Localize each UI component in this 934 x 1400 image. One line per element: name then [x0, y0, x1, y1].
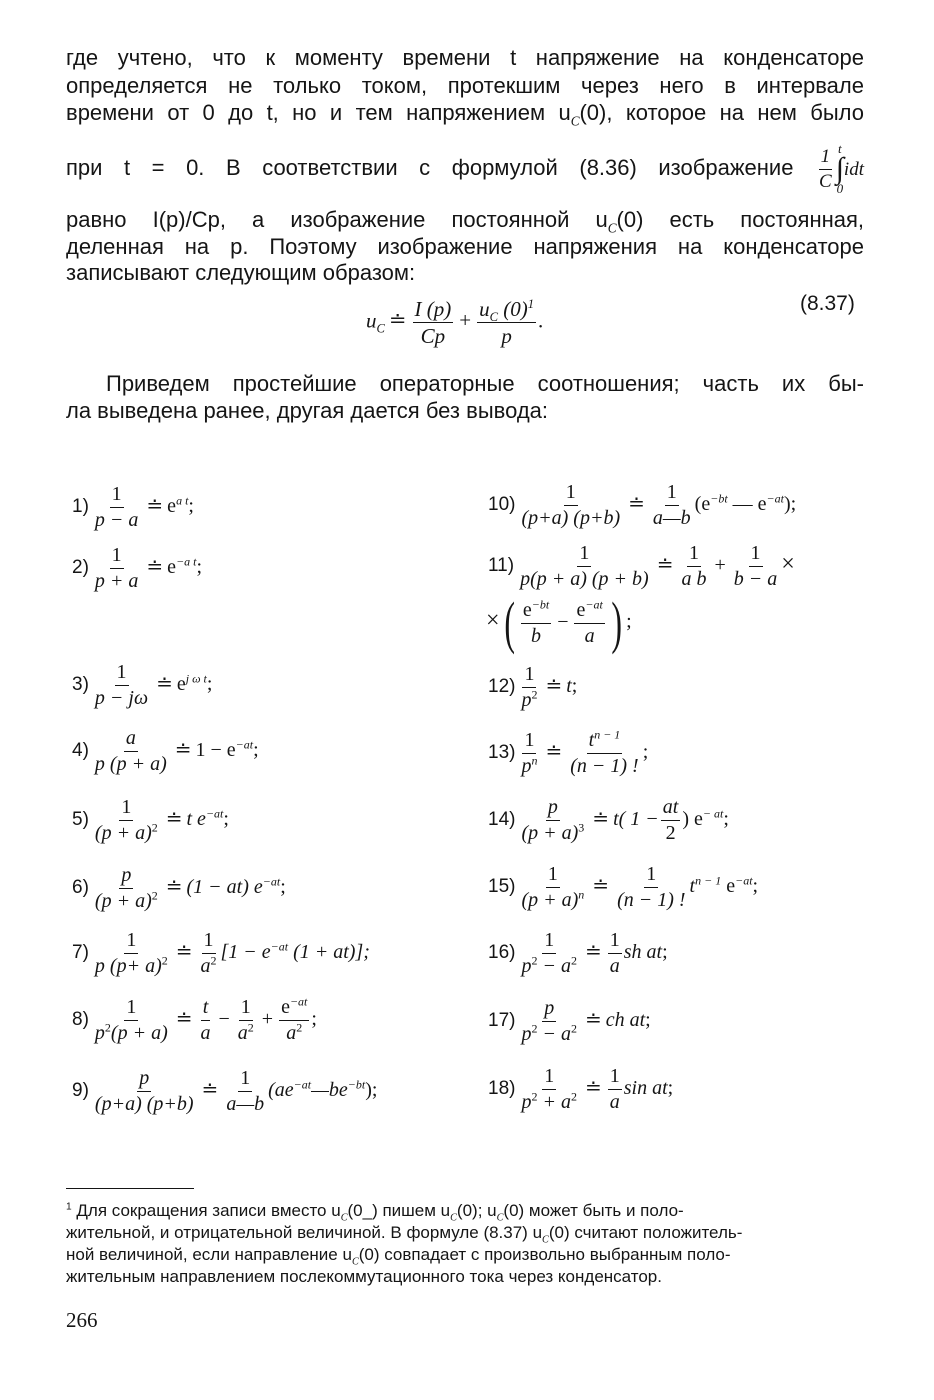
text-line — [66, 99, 864, 129]
text-line: где учтено, что к моменту времени t напряжение на конденсаторе — [66, 45, 864, 70]
text-line: Приведем простейшие операторные соотношения; часть их бы- — [106, 371, 864, 396]
page-number: 266 — [66, 1308, 98, 1332]
formula-16: 16) $\frac{1}{p^2 - a^2}$ ≐ $\frac{1}{a}$ sh at; — [488, 929, 668, 977]
footnote-line: жительным направлением послекоммутационного тока через конденсатор. — [66, 1267, 662, 1286]
footnote-line: жительной, и отрицательной величиной. В формуле (8.37) $u_C(0)$ считают положитель- — [66, 1223, 743, 1246]
subscript: C — [607, 220, 617, 236]
formula-8: 8) $\frac{1}{p^2(p + a)}$ ≐ $\frac{t}{a}$ − $\frac{1}{a^2}$ + $\frac{e^{-at}}{a^2}$ ; — [72, 994, 317, 1044]
formula-1: 1) $\frac{1}{p - a}$ ≐ $e^{a t}$; — [72, 483, 194, 531]
formula-5: 5) $\frac{1}{(p + a)^2}$ ≐ t $e^{-at}$; — [72, 796, 229, 844]
text-line: деленная на p. Поэтому изображение напряжения на конденсаторе — [66, 234, 864, 259]
text-fragment: (0), которое на нем было — [579, 100, 864, 125]
footnote-rule — [66, 1188, 194, 1189]
footnote-line: $^1$ Для сокращения записи вместо $u_C(0\_)$ пишем $u_C(0)$; $u_C(0)$ может быть и поло- — [66, 1201, 684, 1224]
formula-14: 14) $\frac{p}{(p + a)^3}$ ≐ t( 1 − $\frac{at}{2}$ ) $e^{- at}$; — [488, 796, 729, 844]
formula-3: 3) $\frac{1}{p - j\omega}$ ≐ $e^{j \omega t}$; — [72, 661, 213, 709]
text-fragment: (0) есть постоянная, — [616, 207, 864, 232]
subscript: C — [570, 113, 580, 129]
formula-15: 15) $\frac{1}{(p + a)^n}$ ≐ $\frac{1}{(n - 1) !}$ $t^{n - 1}$ $e^{-at}$; — [488, 863, 759, 911]
integrand: idt — [843, 158, 864, 180]
text-line: ла выведена ранее, другая дается без вывода: — [66, 398, 549, 423]
equation-8-37: $u_C$ ≐ $\frac{I (p)}{Cp}$ + $\frac{u_C (0)^1}{p}$ . — [366, 297, 544, 349]
formula-10: 10) $\frac{1}{(p+a) (p+b)}$ ≐ $\frac{1}{a—b}$ ($e^{-bt}$ — $e^{-at}$); — [488, 481, 797, 529]
text-fragment: времени от 0 до t, но и тем напряжением u — [66, 100, 571, 125]
footnote-line: ной величиной, если направление $u_C(0)$ совпадает с произвольно выбранным поло- — [66, 1245, 731, 1268]
formula-9: 9) $\frac{p}{(p+a) (p+b)}$ ≐ $\frac{1}{a—b}$ $(ae^{-at}—be^{-bt})$; — [72, 1067, 378, 1115]
text-line: записывают следующим образом: — [66, 260, 416, 285]
integral-expression — [815, 141, 864, 196]
formula-11: 11) $\frac{1}{p(p + a) (p + b)}$ ≐ $\frac{1}{\text{a b}}$ + $\frac{1}{b - a}$ × — [488, 542, 795, 590]
text-line: определяется не только током, протекшим через него в интервале — [66, 73, 864, 98]
formula-2: 2) $\frac{1}{p + a}$ ≐ $e^{-a t}$; — [72, 544, 203, 592]
formula-7: 7) $\frac{1}{p (p+ a)^2}$ ≐ $\frac{1}{a^2}$ [$1 - e^{-at}$ (1 + at)]; — [72, 929, 370, 977]
formula-6: 6) $\frac{p}{(p + a)^2}$ ≐ (1 − at) $e^{-at}$; — [72, 864, 286, 912]
footnote-mark: 1 — [66, 1201, 72, 1213]
text-line — [66, 206, 864, 236]
text-fragment: равно I(p)/Cp, а изображение постоянной u — [66, 207, 608, 232]
text-fragment: при t = 0. В соответствии с формулой (8.36) изображение — [66, 154, 794, 180]
fraction: $\frac{1}{C}$ — [819, 145, 832, 192]
formula-18: 18) $\frac{1}{p^2 + a^2}$ ≐ $\frac{1}{a}$ sin at; — [488, 1065, 674, 1113]
formula-13: 13) $\frac{1}{p^n}$ ≐ $\frac{t^{n - 1}}{(n - 1) !}$ ; — [488, 727, 649, 777]
formula-17: 17) $\frac{p}{p^2 - a^2}$ ≐ ch at; — [488, 997, 651, 1045]
formula-11-continued: ×( $\frac{e^{-bt}}{b}$ − $\frac{e^{-at}}{a}$ ) ; — [486, 590, 632, 655]
integral-sign: t ∫ 0 — [835, 141, 844, 196]
text-line — [66, 142, 864, 196]
fraction: $\frac{u_C (0)^1}{p}$ — [479, 297, 535, 349]
equation-label: (8.37) — [800, 292, 855, 315]
formula-12: 12) $\frac{1}{p^2}$ ≐ t; — [488, 663, 578, 711]
fraction: $\frac{I (p)}{Cp}$ — [414, 297, 452, 349]
formula-4: 4) $\frac{a}{p (p + a)}$ ≐ $1 - e^{-at}$; — [72, 727, 259, 775]
